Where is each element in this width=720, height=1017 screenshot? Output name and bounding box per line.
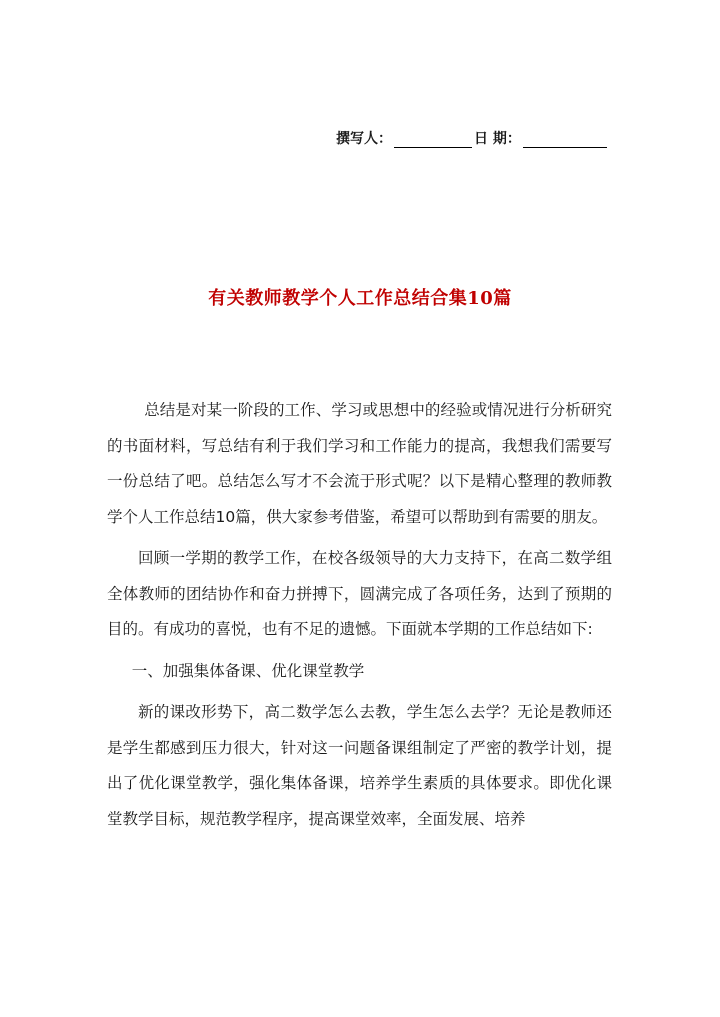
date-blank <box>523 131 607 148</box>
author-date-line <box>336 124 626 148</box>
paragraph-curriculum: 新的课改形势下，高二数学怎么去教，学生怎么去学？无论是教师还是学生都感到压力很大，针对这一问题备课组制定了严密的教学计划，提出了优化课堂教学，强化集体备课，培养学生素质的具体要求。即优化课堂教学目标，规范教学程序，提高课堂效率，全面发展、培养 <box>107 703 612 828</box>
paragraph-review: 回顾一学期的教学工作，在校各级领导的大力支持下，在高二数学组全体教师的团结协作和奋力拼搏下，圆满完成了各项任务，达到了预期的目的。有成功的喜悦，也有不足的遗憾。下面就本学期的工作总结如下: <box>107 549 612 638</box>
document-title: 有关教师教学个人工作总结合集10篇 <box>208 288 512 309</box>
date-label: 日 期： <box>474 131 521 147</box>
document-body <box>107 393 612 843</box>
author-label: 撰写人： <box>336 131 392 147</box>
author-blank <box>394 131 472 148</box>
paragraph-intro: 总结是对某一阶段的工作、学习或思想中的经验或情况进行分析研究的书面材料，写总结有利于我们学习和工作能力的提高，我想我们需要写一份总结了吧。总结怎么写才不会流于形式呢？以下是精心整理的教师教学个人工作总结10篇，供大家参考借鉴，希望可以帮助到有需要的朋友。 <box>107 401 612 526</box>
section-heading: 一、加强集体备课、优化课堂教学 <box>131 661 365 680</box>
